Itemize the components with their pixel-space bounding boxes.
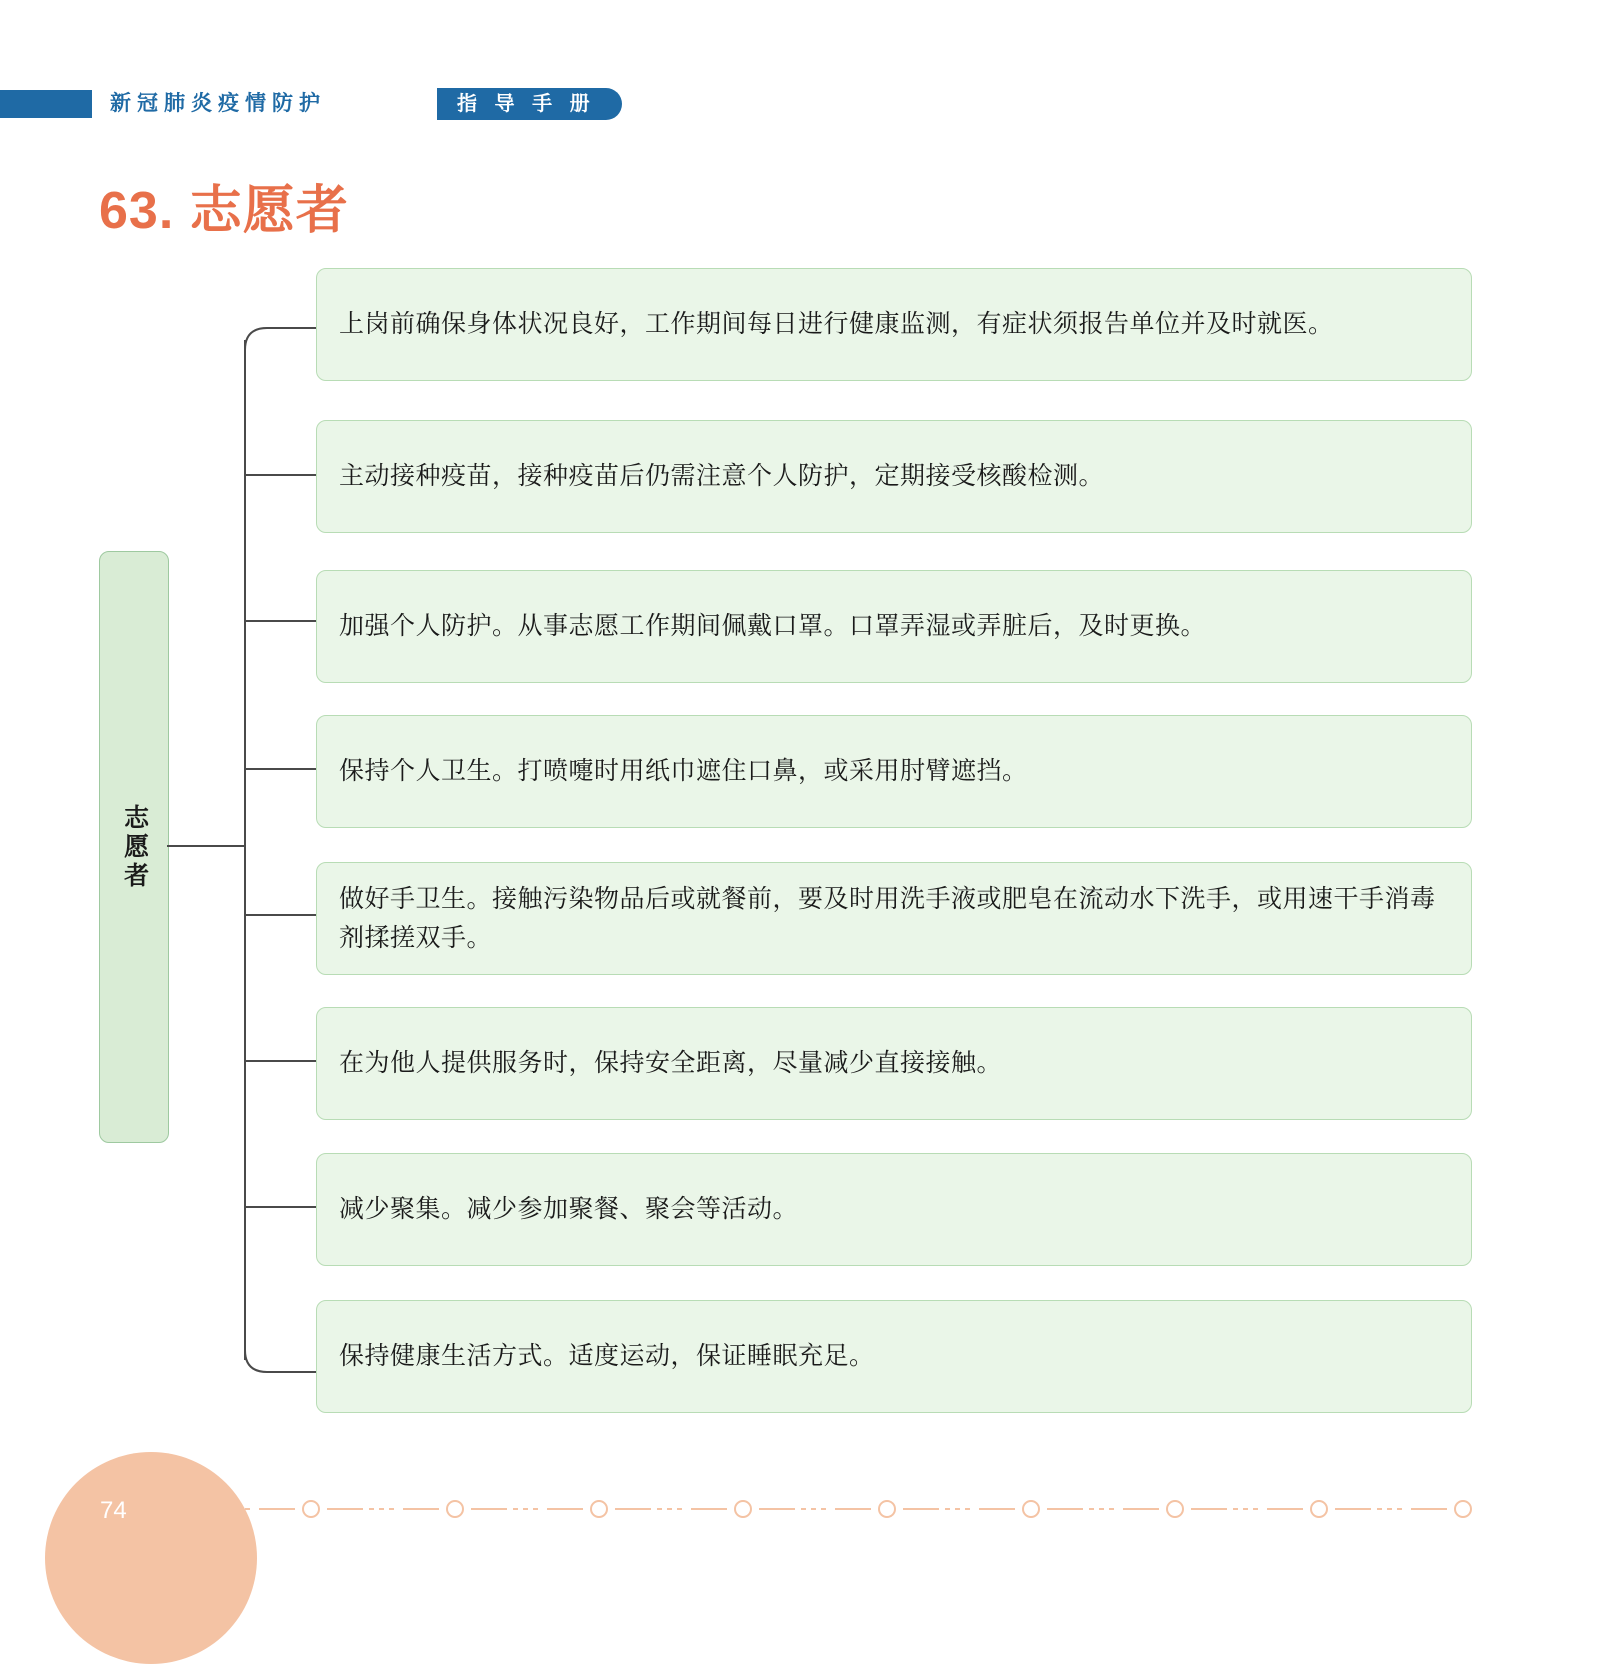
- diagram-item: [316, 715, 1472, 828]
- diagram-item-text: 主动接种疫苗，接种疫苗后仍需注意个人防护，定期接受核酸检测。: [339, 462, 1105, 491]
- header-pill-label: 指 导 手 册: [437, 88, 622, 120]
- diagram-item: [316, 268, 1472, 381]
- diagram-item: [316, 420, 1472, 533]
- page-header: [0, 86, 1622, 122]
- diagram-root-label: 志愿者: [120, 803, 149, 891]
- footer-decorative-rule: [225, 1496, 1475, 1522]
- header-title: 新冠肺炎疫情防护: [110, 92, 326, 115]
- diagram-item: [316, 570, 1472, 683]
- page-number: 74: [100, 1497, 127, 1524]
- diagram-item-text: 加强个人防护。从事志愿工作期间佩戴口罩。口罩弄湿或弄脏后，及时更换。: [339, 612, 1207, 641]
- page-title: 63. 志愿者: [99, 182, 349, 240]
- diagram-item-text: 保持个人卫生。打喷嚏时用纸巾遮住口鼻，或采用肘臂遮挡。: [339, 757, 1028, 786]
- diagram-root-node: [99, 551, 169, 1143]
- diagram-item-text: 上岗前确保身体状况良好，工作期间每日进行健康监测，有症状须报告单位并及时就医。: [339, 310, 1334, 339]
- diagram-item: [316, 1153, 1472, 1266]
- diagram: [0, 255, 1622, 1435]
- diagram-item-text: 保持健康生活方式。适度运动，保证睡眠充足。: [339, 1342, 875, 1371]
- diagram-item: [316, 1300, 1472, 1413]
- diagram-item-text: 在为他人提供服务时，保持安全距离，尽量减少直接接触。: [339, 1049, 1003, 1078]
- diagram-item-text: 做好手卫生。接触污染物品后或就餐前，要及时用洗手液或肥皂在流动水下洗手，或用速干手消毒剂揉搓双手。: [339, 884, 1436, 952]
- header-accent-bar: [0, 90, 92, 118]
- diagram-item-text: 减少聚集。减少参加聚餐、聚会等活动。: [339, 1195, 799, 1224]
- diagram-item: [316, 862, 1472, 975]
- footer-decorative-circle: [45, 1452, 257, 1664]
- diagram-item: [316, 1007, 1472, 1120]
